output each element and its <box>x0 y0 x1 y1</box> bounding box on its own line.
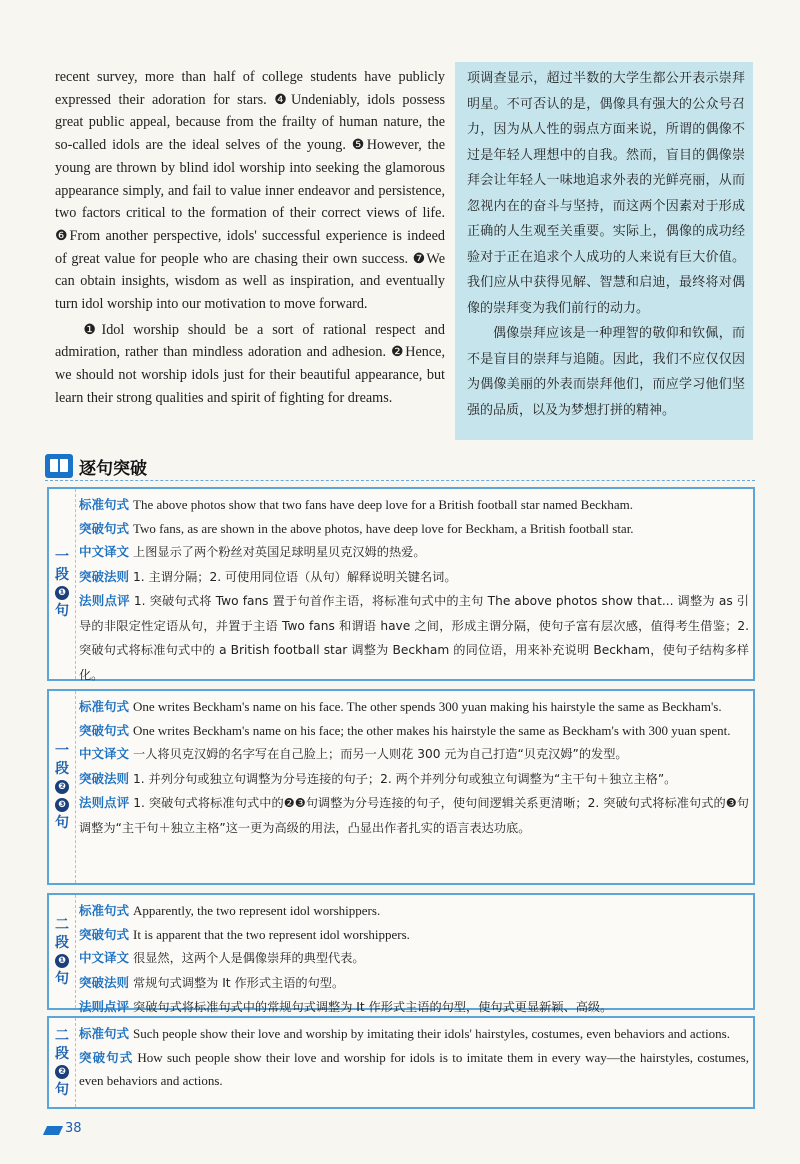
side-char: 二 <box>55 1027 69 1044</box>
comment-row <box>79 791 749 840</box>
chinese-text: 一人将贝克汉姆的名字写在自己脸上；而另一人则花 300 元为自己打造“贝克汉姆”的发型。 <box>133 747 628 761</box>
side-char: 句 <box>55 1081 69 1098</box>
side-number: ❷ <box>55 1065 69 1079</box>
chinese-label: 中文译文 <box>79 746 130 761</box>
chinese-row <box>79 540 749 565</box>
block-side-label <box>49 691 76 883</box>
rule-label: 突破法则 <box>79 568 130 584</box>
side-char: 句 <box>55 815 69 831</box>
side-char: 段 <box>55 1045 69 1062</box>
standard-label: 标准句式 <box>79 1026 130 1041</box>
book-icon <box>45 454 73 478</box>
side-char: 一 <box>55 549 69 565</box>
sentence-block-4 <box>47 1016 755 1109</box>
essay-text <box>55 66 445 410</box>
comment-label: 法则点评 <box>79 593 130 608</box>
block-side-label <box>49 895 76 1008</box>
side-number: ❶ <box>55 954 69 968</box>
chinese-row <box>79 946 749 971</box>
standard-text: Apparently, the two represent idol worshippers. <box>133 903 381 918</box>
standard-row <box>79 1022 749 1046</box>
comment-label: 法则点评 <box>79 795 130 810</box>
section-title: 逐句突破 <box>79 459 147 479</box>
rule-text: 1. 主谓分隔；2. 可使用同位语（从句）解释说明关键名词。 <box>133 569 457 584</box>
breakthrough-row <box>79 719 749 743</box>
standard-text: The above photos show that two fans have deep love for a British football star named Beckham. <box>133 497 634 512</box>
rule-row <box>79 767 749 792</box>
page-number: 38 <box>65 1121 82 1136</box>
chinese-text: 上图显示了两个粉丝对英国足球明星贝克汉姆的热爱。 <box>133 545 426 559</box>
side-char: 句 <box>55 603 69 619</box>
translation-paragraph-1: 项调查显示，超过半数的大学生都公开表示崇拜明星。不可否认的是，偶像具有强大的公众号召力，因为从人性的弱点方面来说，所谓的偶像不过是年轻人理想中的自我。然而，盲目的偶像崇拜会让年轻人一味地追求外表的光鲜亮丽，从而忽视内在的奋斗与坚持，而这两个因素对于形成正确的人生观至关重要。实际上，偶像的成功经验对于正在追求个人成功的人来说有巨大价值。我们应从中获得见解、智慧和启迪，最终将对偶像的崇拜变为我们前行的动力。 <box>467 71 745 316</box>
breakthrough-row <box>79 517 749 541</box>
comment-row <box>79 589 749 687</box>
breakthrough-label: 突破句式 <box>79 722 130 738</box>
side-number: ❶ <box>55 586 69 600</box>
chinese-text: 很显然，这两个人是偶像崇拜的典型代表。 <box>133 951 365 965</box>
page-marker-icon <box>43 1126 63 1135</box>
rule-text: 常规句式调整为 It 作形式主语的句型。 <box>133 975 345 990</box>
side-char: 段 <box>55 567 69 583</box>
breakthrough-text: Two fans, as are shown in the above photos, have deep love for Beckham, a British football star. <box>133 520 634 536</box>
rule-label: 突破法则 <box>79 770 130 786</box>
standard-row <box>79 899 749 923</box>
chinese-row <box>79 742 749 767</box>
essay-paragraph-2: ❶Idol worship should be a sort of rational respect and admiration, rather than mindless adoration and adhesion. ❷Hence, we should not worship idols just for their beautiful appearance, but learn their strong qualities and spirit of fighting for dreams. <box>55 321 445 406</box>
breakthrough-label: 突破句式 <box>79 520 130 536</box>
rule-label: 突破法则 <box>79 974 130 990</box>
translation-paragraph-2: 偶像崇拜应该是一种理智的敬仰和钦佩，而不是盲目的崇拜与追随。因此，我们不应仅仅因为偶像美丽的外表而崇拜他们，而应学习他们坚强的品质，以及为梦想打拼的精神。 <box>467 326 745 418</box>
rule-text: 1. 并列分句或独立句调整为分号连接的句子；2. 两个并列分句或独立句调整为“主干句＋独立主格”。 <box>133 771 677 786</box>
breakthrough-text: How such people show their love and worship for idols is to imitate them in every way—the hairstyles, costumes, even behaviors and actions. <box>79 1049 749 1088</box>
sentence-block-2 <box>47 689 755 885</box>
standard-text: One writes Beckham's name on his face. The other spends 300 yuan making his hairstyle the same as Beckham's. <box>133 699 722 714</box>
chinese-label: 中文译文 <box>79 950 130 965</box>
standard-label: 标准句式 <box>79 699 130 714</box>
standard-label: 标准句式 <box>79 903 130 918</box>
breakthrough-row <box>79 1046 749 1093</box>
block-side-label <box>49 489 76 679</box>
comment-text: 1. 突破句式将 Two fans 置于句首作主语，将标准句式中的主句 The above photos show that... 调整为 as 引导的非限定性定语从句，并置于主语 Two fans 和谓语 have 之间，形成主谓分隔，使句子富有层次感，值得考生借鉴；2. 突破句式将标准句式中的 a British football star 调整为 Beckham 的同位语，用来补充说明 Beckham，使句子结构多样化。 <box>79 594 749 682</box>
standard-row <box>79 695 749 719</box>
side-char: 二 <box>55 916 69 933</box>
breakthrough-text: It is apparent that the two represent idol worshippers. <box>133 926 410 942</box>
side-char: 段 <box>55 934 69 951</box>
rule-row <box>79 971 749 996</box>
translation-box <box>455 62 753 440</box>
breakthrough-label: 突破句式 <box>79 926 130 942</box>
chinese-label: 中文译文 <box>79 544 130 559</box>
comment-label: 法则点评 <box>79 999 130 1014</box>
page-footer <box>45 1120 125 1142</box>
comment-text: 突破句式将标准句式中的常规句式调整为 It 作形式主语的句型，使句式更显新颖、高级。 <box>133 1000 613 1014</box>
section-header <box>45 452 755 482</box>
breakthrough-row <box>79 923 749 947</box>
rule-row <box>79 565 749 590</box>
essay-paragraph-1: recent survey, more than half of college students have publicly expressed their adoration for stars. ❹Undeniably, idols possess great public appeal, because from the frailty of human nature, the so-called idols are the ideal selves of the young. ❺However, the young are thrown by blind idol worship into seeking the glamorous appearance simply, and fail to value inner endeavor and persistence, two factors critical to the formation of their correct views of life. ❻From another perspective, idols' successful experience is indeed of great value for people who are chasing their own success. ❼We can obtain insights, wisdom as well as inspiration, and eventually turn idol worship into our motivation to move forward. <box>55 69 445 313</box>
breakthrough-text: One writes Beckham's name on his face; the other makes his hairstyle the same as Beckham's with 300 yuan spent. <box>133 722 731 738</box>
breakthrough-label: 突破句式 <box>79 1049 134 1065</box>
standard-row <box>79 493 749 517</box>
side-number: ❷ <box>55 780 69 794</box>
side-char: 句 <box>55 970 69 987</box>
side-number: ❸ <box>55 798 69 812</box>
standard-label: 标准句式 <box>79 497 130 512</box>
sentence-block-1 <box>47 487 755 681</box>
block-side-label <box>49 1018 76 1107</box>
standard-text: Such people show their love and worship by imitating their idols' hairstyles, costumes, even behaviors and actions. <box>133 1026 730 1041</box>
comment-text: 1. 突破句式将标准句式中的❷❸句调整为分号连接的句子，使句间逻辑关系更清晰；2. 突破句式将标准句式的❸句调整为“主干句＋独立主格”这一更为高级的用法，凸显出作者扎实的语言表达功底。 <box>79 796 749 835</box>
side-char: 一 <box>55 743 69 759</box>
sentence-block-3 <box>47 893 755 1014</box>
side-char: 段 <box>55 761 69 777</box>
section-divider <box>45 480 755 481</box>
